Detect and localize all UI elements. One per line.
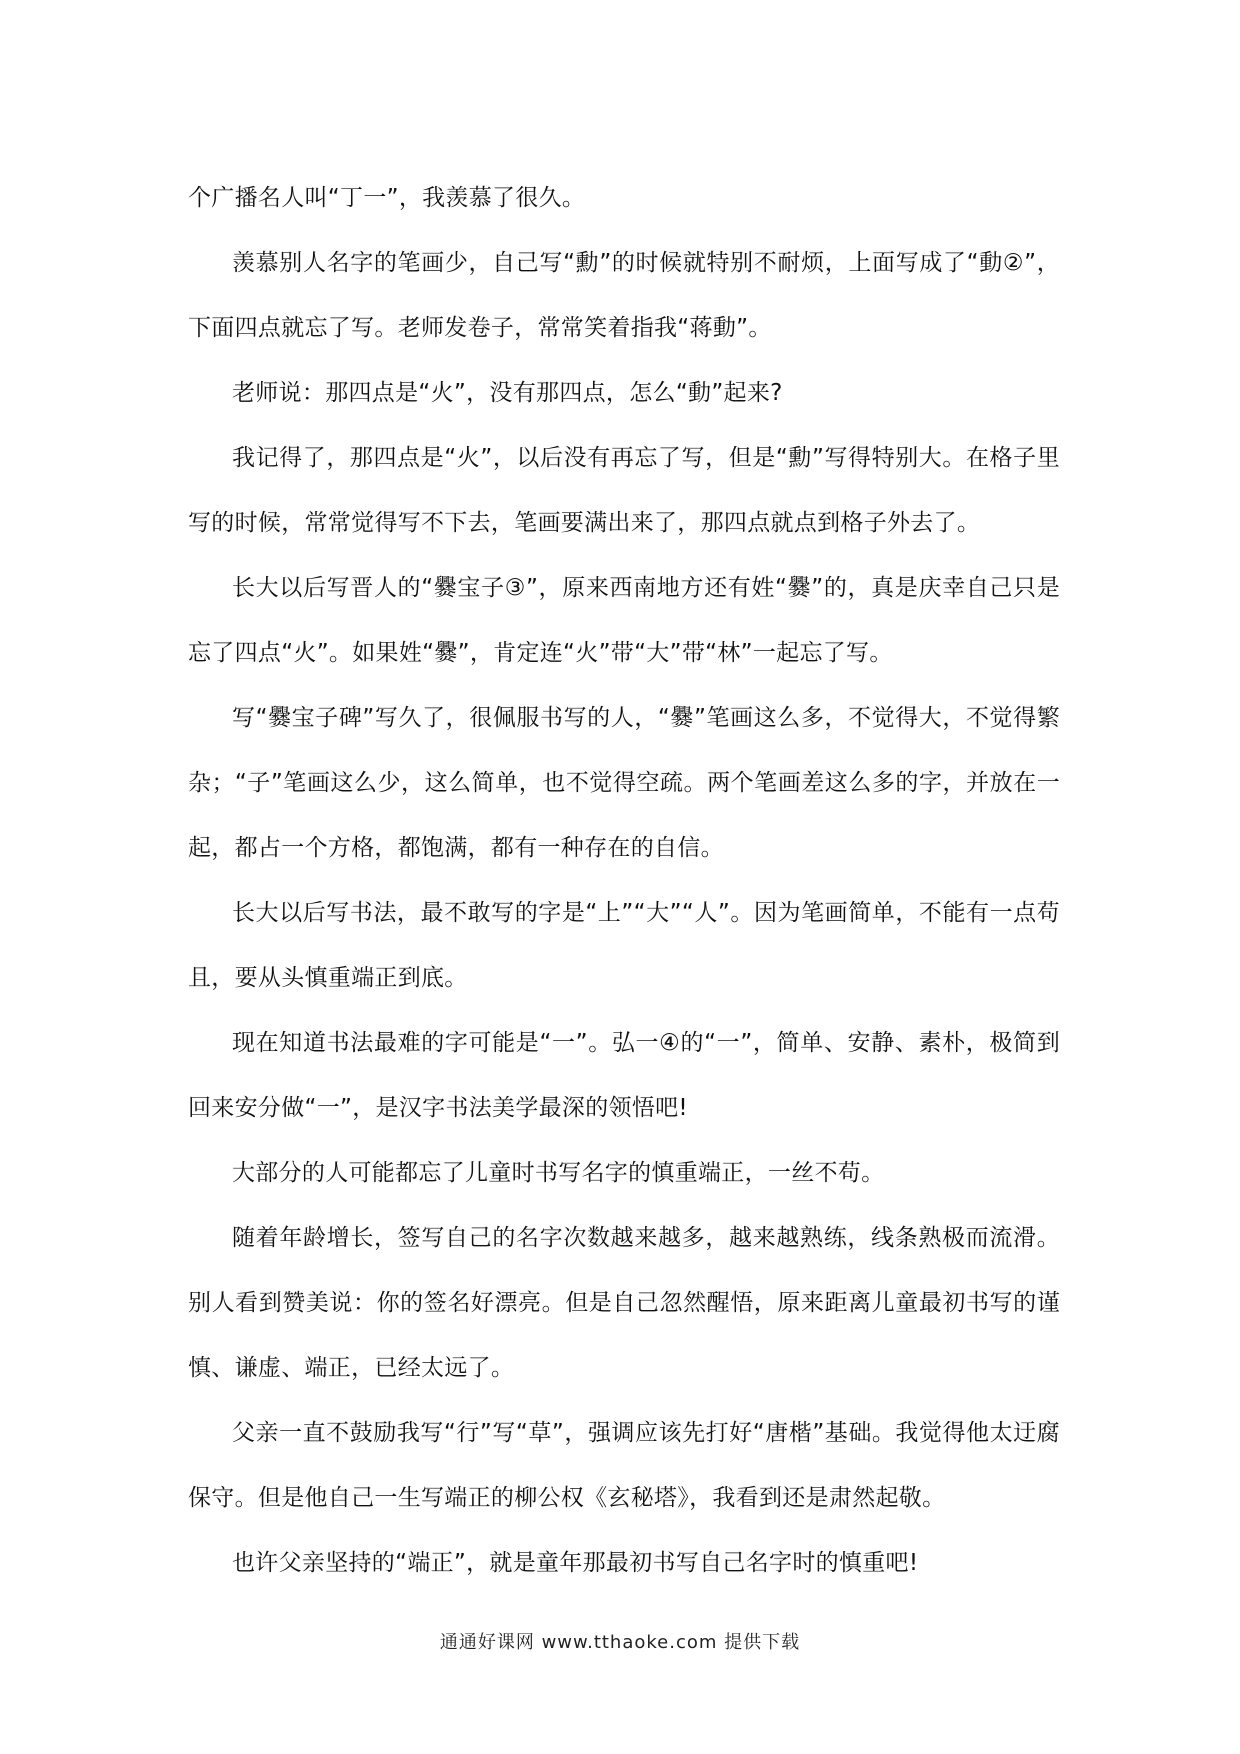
paragraph-5: 长大以后写晋人的“爨宝子③”，原来西南地方还有姓“爨”的，真是庆幸自己只是忘了四点“火”。如果姓“爨”，肯定连“火”带“大”带“林”一起忘了写。 <box>188 575 1060 666</box>
paragraph-9: 大部分的人可能都忘了儿童时书写名字的慎重端正，一丝不苟。 <box>232 1160 885 1186</box>
paragraph-6: 写“爨宝子碑”写久了，很佩服书写的人，“爨”笔画这么多，不觉得大，不觉得繁杂；“子”笔画这么少，这么简单，也不觉得空疏。两个笔画差这么多的字，并放在一起，都占一个方格，都饱满，都有一种存在的自信。 <box>188 705 1060 861</box>
paragraph-3: 老师说：那四点是“火”，没有那四点，怎么“動”起来? <box>232 380 783 406</box>
paragraph-12: 也许父亲坚持的“端正”，就是童年那最初书写自己名字时的慎重吧! <box>232 1550 919 1576</box>
article-body <box>188 166 1060 1596</box>
paragraph-1: 个广播名人叫“丁一”，我羡慕了很久。 <box>188 185 586 211</box>
paragraph-8: 现在知道书法最难的字可能是“一”。弘一④的“一”，简单、安静、素朴，极简到回来安分做“一”，是汉字书法美学最深的领悟吧! <box>188 1030 1060 1121</box>
paragraph-2: 羡慕别人名字的笔画少，自己写“勳”的时候就特别不耐烦，上面写成了“動②”，下面四点就忘了写。老师发卷子，常常笑着指我“蒋動”。 <box>188 250 1060 341</box>
page-footer: 通通好课网 www.tthaoke.com 提供下载 <box>439 1632 801 1653</box>
paragraph-10: 随着年龄增长，签写自己的名字次数越来越多，越来越熟练，线条熟极而流滑。别人看到赞美说：你的签名好漂亮。但是自己忽然醒悟，原来距离儿童最初书写的谨慎、谦虚、端正，已经太远了。 <box>188 1225 1060 1381</box>
paragraph-4: 我记得了，那四点是“火”，以后没有再忘了写，但是“勳”写得特别大。在格子里写的时候，常常觉得写不下去，笔画要满出来了，那四点就点到格子外去了。 <box>188 445 1060 536</box>
paragraph-7: 长大以后写书法，最不敢写的字是“上”“大”“人”。因为笔画简单，不能有一点苟且，要从头慎重端正到底。 <box>188 900 1060 991</box>
paragraph-11: 父亲一直不鼓励我写“行”写“草”，强调应该先打好“唐楷”基础。我觉得他太迂腐保守。但是他自己一生写端正的柳公权《玄秘塔》，我看到还是肃然起敬。 <box>188 1420 1060 1511</box>
